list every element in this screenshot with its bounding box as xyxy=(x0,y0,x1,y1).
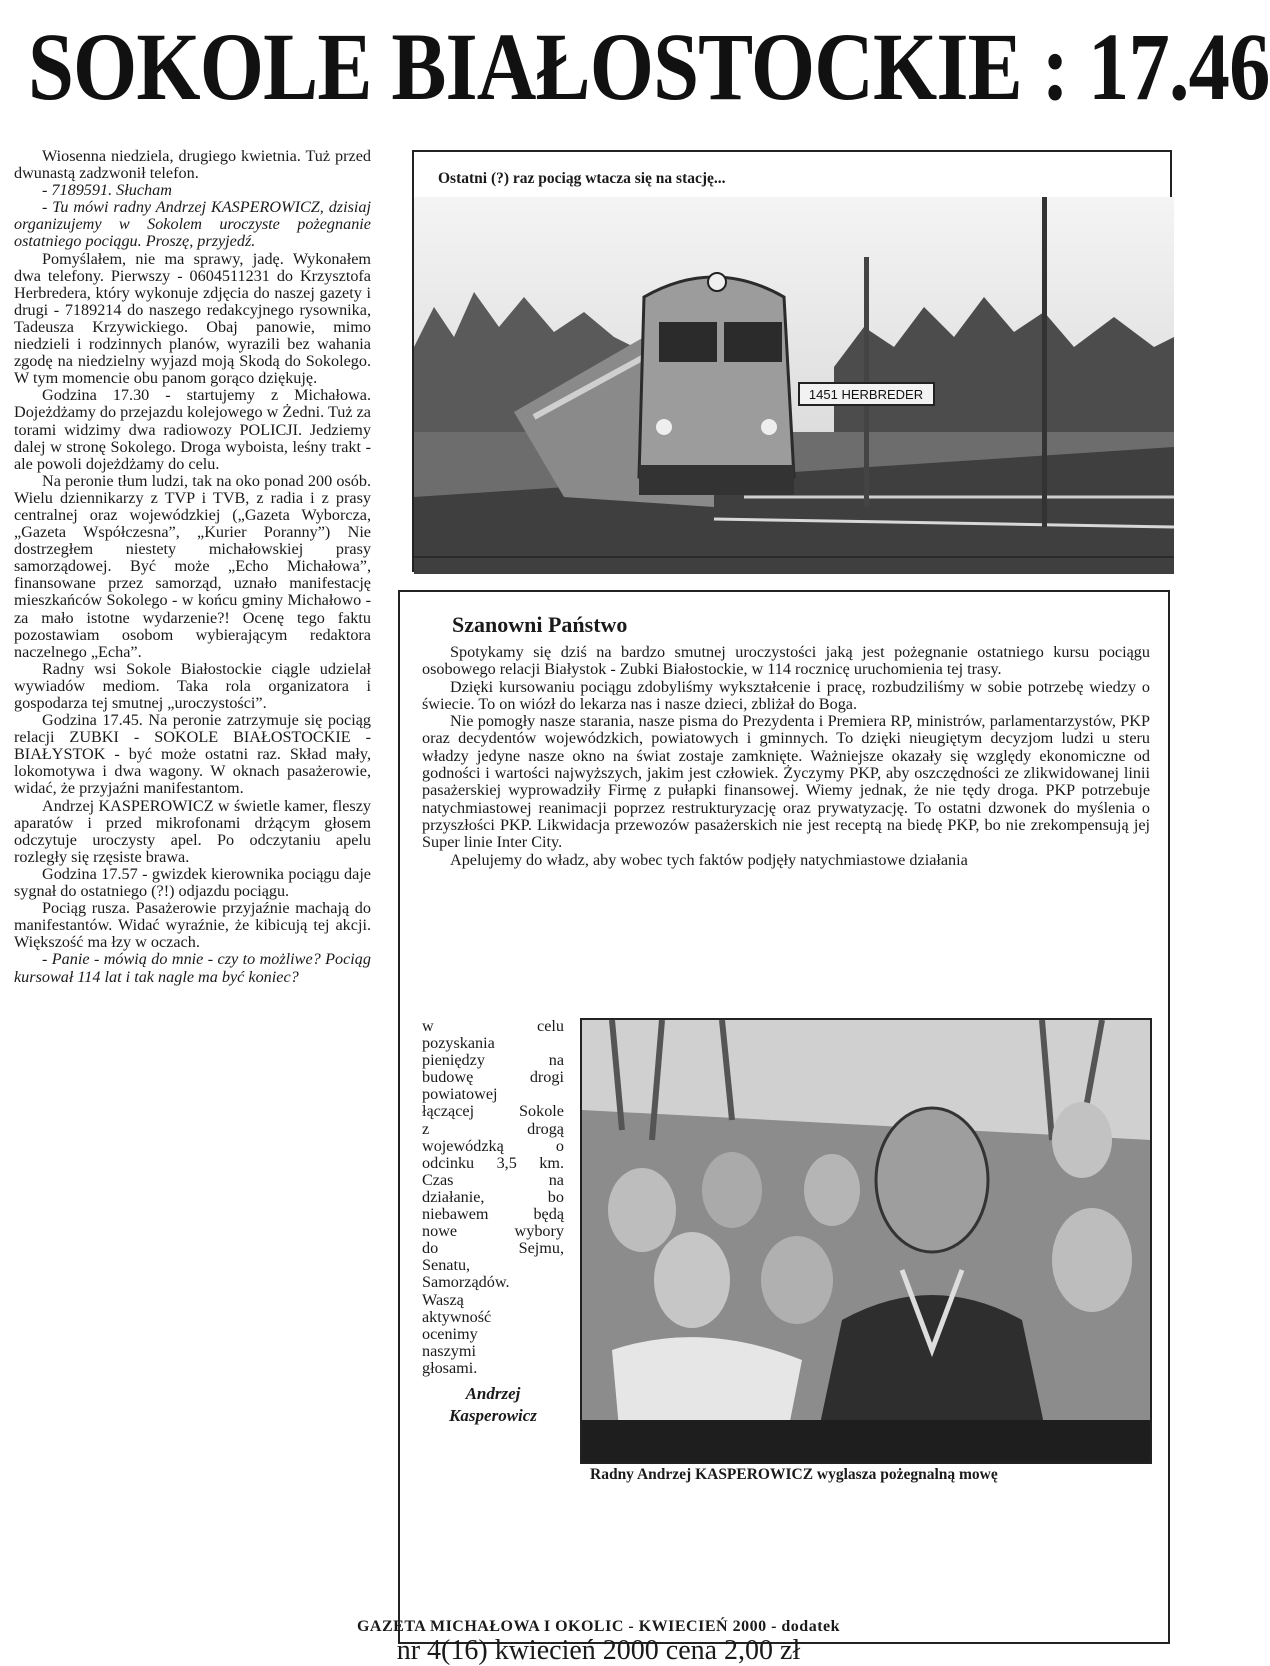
appeal-narrow-line: aktywność xyxy=(422,1307,492,1326)
appeal-paragraph: Dzięki kursowaniu pociągu zdobyliśmy wykształcenie i pracę, rozbudziliśmy w sobie potrzebę wiedzy o świecie. To on wiózł do lekarza nas i nasze dzieci, zbliżał do Boga. xyxy=(422,677,1150,713)
article-paragraph: Godzina 17.57 - gwizdek kierownika pociągu daje sygnał do ostatniego (?!) odjazdu pociągu. xyxy=(14,864,371,901)
headline: SOKOLE BIAŁOSTOCKIE : 17.46 xyxy=(28,13,1270,120)
article-paragraph: Godzina 17.30 - startujemy z Michałowa. Dojeżdżamy do przejazdu kolejowego w Żedni. Tuż za torami widzimy dwa radiowozy POLICJI. Jedziemy dalej w stronę Sokolego. Droga wyboista, leśny trakt -ale powoli dojeżdżamy do celu. xyxy=(14,386,371,473)
footer-issue: nr 4(16) kwiecień 2000 cena 2,00 zł xyxy=(396,1635,801,1666)
appeal-narrow-line: budowę drogi xyxy=(422,1068,564,1087)
signature-first: Andrzej xyxy=(465,1383,521,1403)
appeal-narrow-line: w celu xyxy=(422,1017,564,1035)
appeal-narrow-line: Senatu, xyxy=(422,1256,471,1275)
article-paragraph: Andrzej KASPEROWICZ w świetle kamer, fleszy aparatów i przed mikrofonami drżącym głosem odczytuje uroczysty apel. Po odczytaniu apelu rozległy się rzęsiste brawa. xyxy=(14,796,371,866)
article-paragraph: - Panie - mówią do mnie - czy to możliwe? Pociąg kursował 114 lat i tak nagle ma być koniec? xyxy=(14,950,371,986)
article-paragraph: Na peronie tłum ludzi, tak na oko ponad 200 osób. Wielu dziennikarzy z TVP i TVB, z radia i z prasy centralnej oraz wojewódzkiej („Gazeta Wyborcza, „Gazeta Współczesna”, „Kurier Poranny”) Nie dostrzegłem niestety michałowskiej prasy samorządowej. Być może „Echo Michałowa”, finansowane przez samorząd, uznało manifestację mieszkańców Sokolego - w końcu gminy Michałowo - za mało istotne wydarzenie?! Ocenę tego faktu pozostawiam osobom wybierającym redaktora naczelnego „Echa”. xyxy=(14,471,371,661)
train-photo xyxy=(412,150,1172,572)
appeal-narrow-line: nowe wybory xyxy=(422,1222,564,1241)
appeal-narrow-line: ocenimy xyxy=(422,1324,478,1343)
appeal-title: Szanowni Państwo xyxy=(452,612,628,637)
footer-publication: GAZETA MICHAŁOWA I OKOLIC - KWIECIEŃ 2000 - dodatek xyxy=(356,1618,841,1635)
appeal-narrow-line: pieniędzy na xyxy=(422,1051,564,1070)
appeal-narrow-line: łączącej Sokole xyxy=(422,1102,564,1121)
appeal-narrow-line: Waszą xyxy=(422,1290,464,1309)
appeal-narrow-line: działanie, bo xyxy=(422,1187,564,1206)
article-column xyxy=(14,148,371,986)
appeal-narrow-line: pozyskania xyxy=(422,1034,495,1053)
article-paragraph: - Tu mówi radny Andrzej KASPEROWICZ, dzisiaj organizujemy w Sokolem uroczyste pożegnanie ostatniego pociągu. Proszę, przyjedź. xyxy=(14,198,371,251)
speech-photo xyxy=(580,1018,1152,1483)
speech-photo-caption: Radny Andrzej KASPEROWICZ wyglasza pożegnalną mowę xyxy=(590,1466,998,1483)
appeal-narrow-line: niebawem będą xyxy=(422,1205,564,1224)
signature-last: Kasperowicz xyxy=(449,1405,537,1425)
appeal-narrow-line: do Sejmu, xyxy=(422,1239,564,1258)
appeal-paragraph: Spotykamy się dziś na bardzo smutnej uroczystości jaką jest pożegnanie ostatniego kursu pociągu osobowego relacji Białystok - Zubki Białostockie, w 114 rocznicę uruchomienia tej trasy. xyxy=(422,643,1150,679)
station-sign-text: 1451 HERBREDER xyxy=(808,387,924,402)
appeal-narrow-line: Samorządów. xyxy=(422,1273,510,1292)
speech-image xyxy=(582,1020,1150,1462)
appeal-body xyxy=(422,644,1150,869)
appeal-narrow-column xyxy=(422,1018,564,1427)
appeal-box xyxy=(398,590,1170,1644)
appeal-narrow-line: odcinku 3,5 km. xyxy=(422,1153,564,1172)
article-paragraph: Godzina 17.45. Na peronie zatrzymuje się pociąg relacji ZUBKI - SOKOLE BIAŁOSTOCKIE - BIAŁYSTOK - być może ostatni raz. Skład mały, lokomotywa i dwa wagony. W oknach pasażerowie, widać, że przyjaźni manifestantom. xyxy=(14,711,371,798)
appeal-paragraph: Nie pomogły nasze starania, nasze pisma do Prezydenta i Premiera RP, ministrów, parlamentarzystów, PKP oraz decydentów wojewódzkich, powiatowych i gminnych. To dzięki nieugiętym decyzjom ludzi u steru władzy jedyne nasze okno na świat zostaje zamknięte. Ważniejsze okazały się względy ekonomiczne od godności i wartości najwyższych, jakim jest człowiek. Życzymy PKP, aby oszczędności ze zlikwidowanej linii pasażerskiej wyprowadziły Firmę z pułapki finansowej. Wiemy jednak, że nie tędy droga. PKP potrzebuje natychmiastowej reanimacji poprzez restrukturyzację oraz prywatyzację. To ostatni dzwonek do myślenia o przyszłości PKP. Likwidacja przewozów pasażerskich nie jest receptą na biedę PKP, bo nie zrekompensują jej Super linie Inter City. xyxy=(422,712,1150,852)
train-photo-caption: Ostatni (?) raz pociąg wtacza się na stację... xyxy=(438,170,726,187)
article-paragraph: - 7189591. Słucham xyxy=(42,181,172,200)
appeal-narrow-line: głosami. xyxy=(422,1358,478,1377)
article-paragraph: Pociąg rusza. Pasażerowie przyjaźnie machają do manifestantów. Widać wyraźnie, że kibicują tej akcji. Większość ma łzy w oczach. xyxy=(14,899,371,952)
article-paragraph: Radny wsi Sokole Białostockie ciągle udzielał wywiadów mediom. Taka rola organizatora i gospodarza tej smutnej „uroczystości”. xyxy=(14,659,371,712)
article-paragraph: Wiosenna niedziela, drugiego kwietnia. Tuż przed dwunastą zadzwonił telefon. xyxy=(14,147,371,183)
appeal-paragraph: Apelujemy do władz, aby wobec tych faktów podjęły natychmiastowe działania xyxy=(450,850,968,869)
appeal-narrow-line: z drogą xyxy=(422,1119,564,1138)
appeal-narrow-line: wojewódzką o xyxy=(422,1136,564,1155)
signature xyxy=(422,1383,564,1427)
appeal-narrow-line: powiatowej xyxy=(422,1085,498,1104)
appeal-narrow-line: naszymi xyxy=(422,1341,476,1360)
appeal-narrow-line: Czas na xyxy=(422,1170,564,1189)
train-image xyxy=(414,197,1174,574)
article-paragraph: Pomyślałem, nie ma sprawy, jadę. Wykonałem dwa telefony. Pierwszy - 0604511231 do Krzysztofa Herbredera, który wykonuje zdjęcia do naszej gazety i drugi - 7189214 do naszego redakcyjnego rysownika, Tadeusza Krzywickiego. Obaj panowie, mimo niedzieli i rodzinnych planów, wyrazili bez wahania zgodę na niedzielny wyjazd moją Skodą do Sokolego. W tym momencie obu panom gorąco dziękuję. xyxy=(14,249,371,388)
